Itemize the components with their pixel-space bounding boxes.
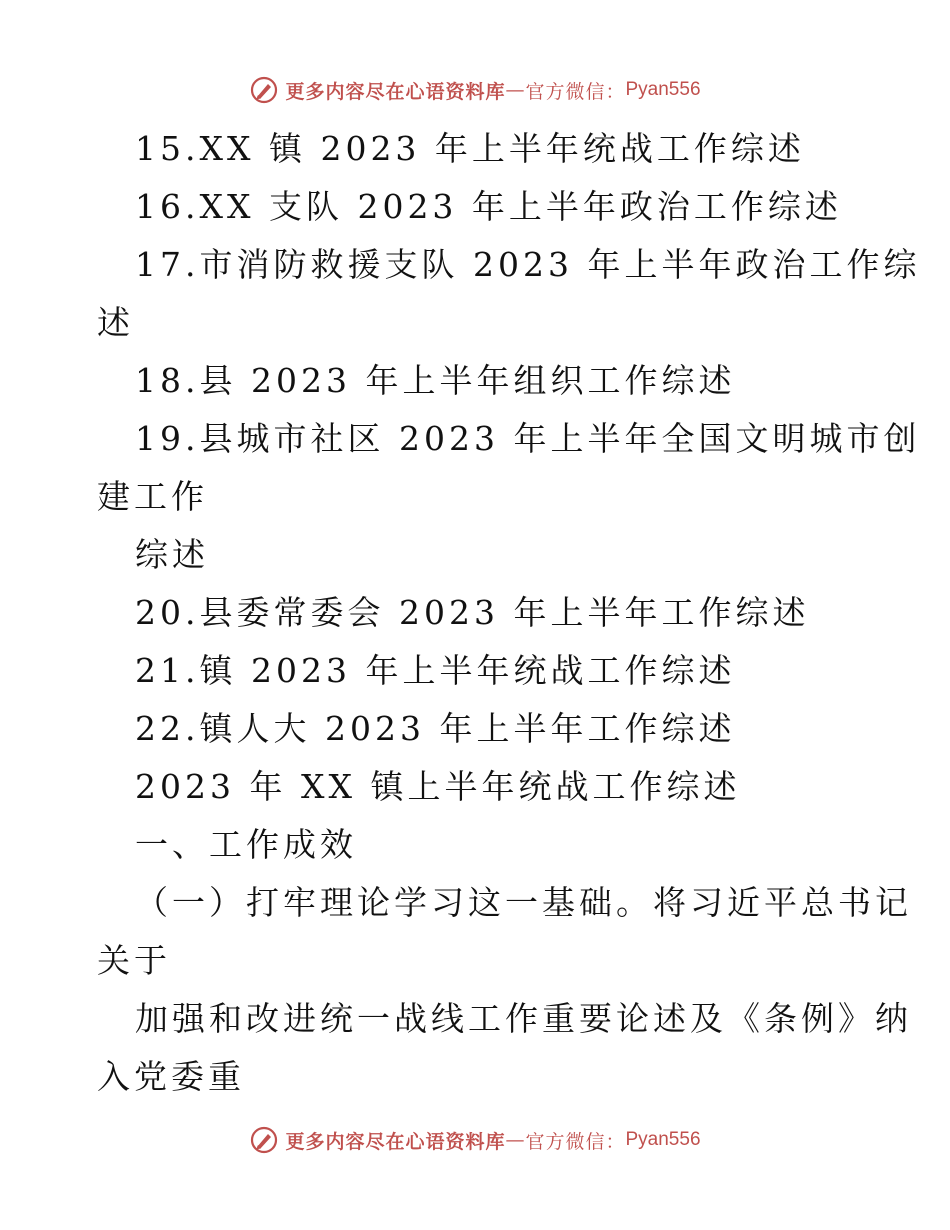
text-line: 18.县 2023 年上半年组织工作综述 — [135, 361, 736, 400]
text-line: 22.镇人大 2023 年上半年工作综述 — [135, 709, 736, 748]
text-line: 21.镇 2023 年上半年统战工作综述 — [135, 651, 736, 690]
watermark-brand: 更多内容尽在心语资料库 — [285, 1130, 506, 1153]
watermark-banner-top — [0, 70, 950, 110]
text-line: 17.市消防救援支队 2023 年上半年政治工作综 — [135, 245, 921, 284]
text-line: 关于 — [97, 941, 171, 980]
pen-nib-logo-icon — [249, 75, 279, 105]
text-line: 16.XX 支队 2023 年上半年政治工作综述 — [135, 187, 842, 226]
watermark-dash: — — [505, 1129, 526, 1151]
text-line: 19.县城市社区 2023 年上半年全国文明城市创 — [135, 419, 921, 458]
text-line: 综述 — [135, 535, 209, 574]
watermark-official: 官方微信： — [525, 1130, 626, 1153]
text-line: 加强和改进统一战线工作重要论述及《条例》纳 — [135, 999, 912, 1038]
text-line: 2023 年 XX 镇上半年统战工作综述 — [135, 767, 741, 806]
document-body — [97, 120, 921, 1106]
text-line: 述 — [97, 303, 134, 342]
watermark-dash: — — [505, 79, 526, 101]
text-line: 入党委重 — [97, 1057, 245, 1096]
watermark-brand: 更多内容尽在心语资料库 — [285, 80, 506, 103]
text-line: 15.XX 镇 2023 年上半年统战工作综述 — [135, 129, 805, 168]
text-line: （一）打牢理论学习这一基础。将习近平总书记 — [135, 883, 912, 922]
watermark-official: 官方微信： — [525, 80, 626, 103]
watermark-handle: Pyan556 — [625, 79, 701, 100]
text-line: 一、工作成效 — [135, 825, 357, 864]
watermark-handle: Pyan556 — [625, 1129, 701, 1150]
watermark-banner-bottom — [0, 1120, 950, 1160]
text-line: 20.县委常委会 2023 年上半年工作综述 — [135, 593, 810, 632]
text-line: 建工作 — [97, 477, 208, 516]
pen-nib-logo-icon — [249, 1125, 279, 1155]
